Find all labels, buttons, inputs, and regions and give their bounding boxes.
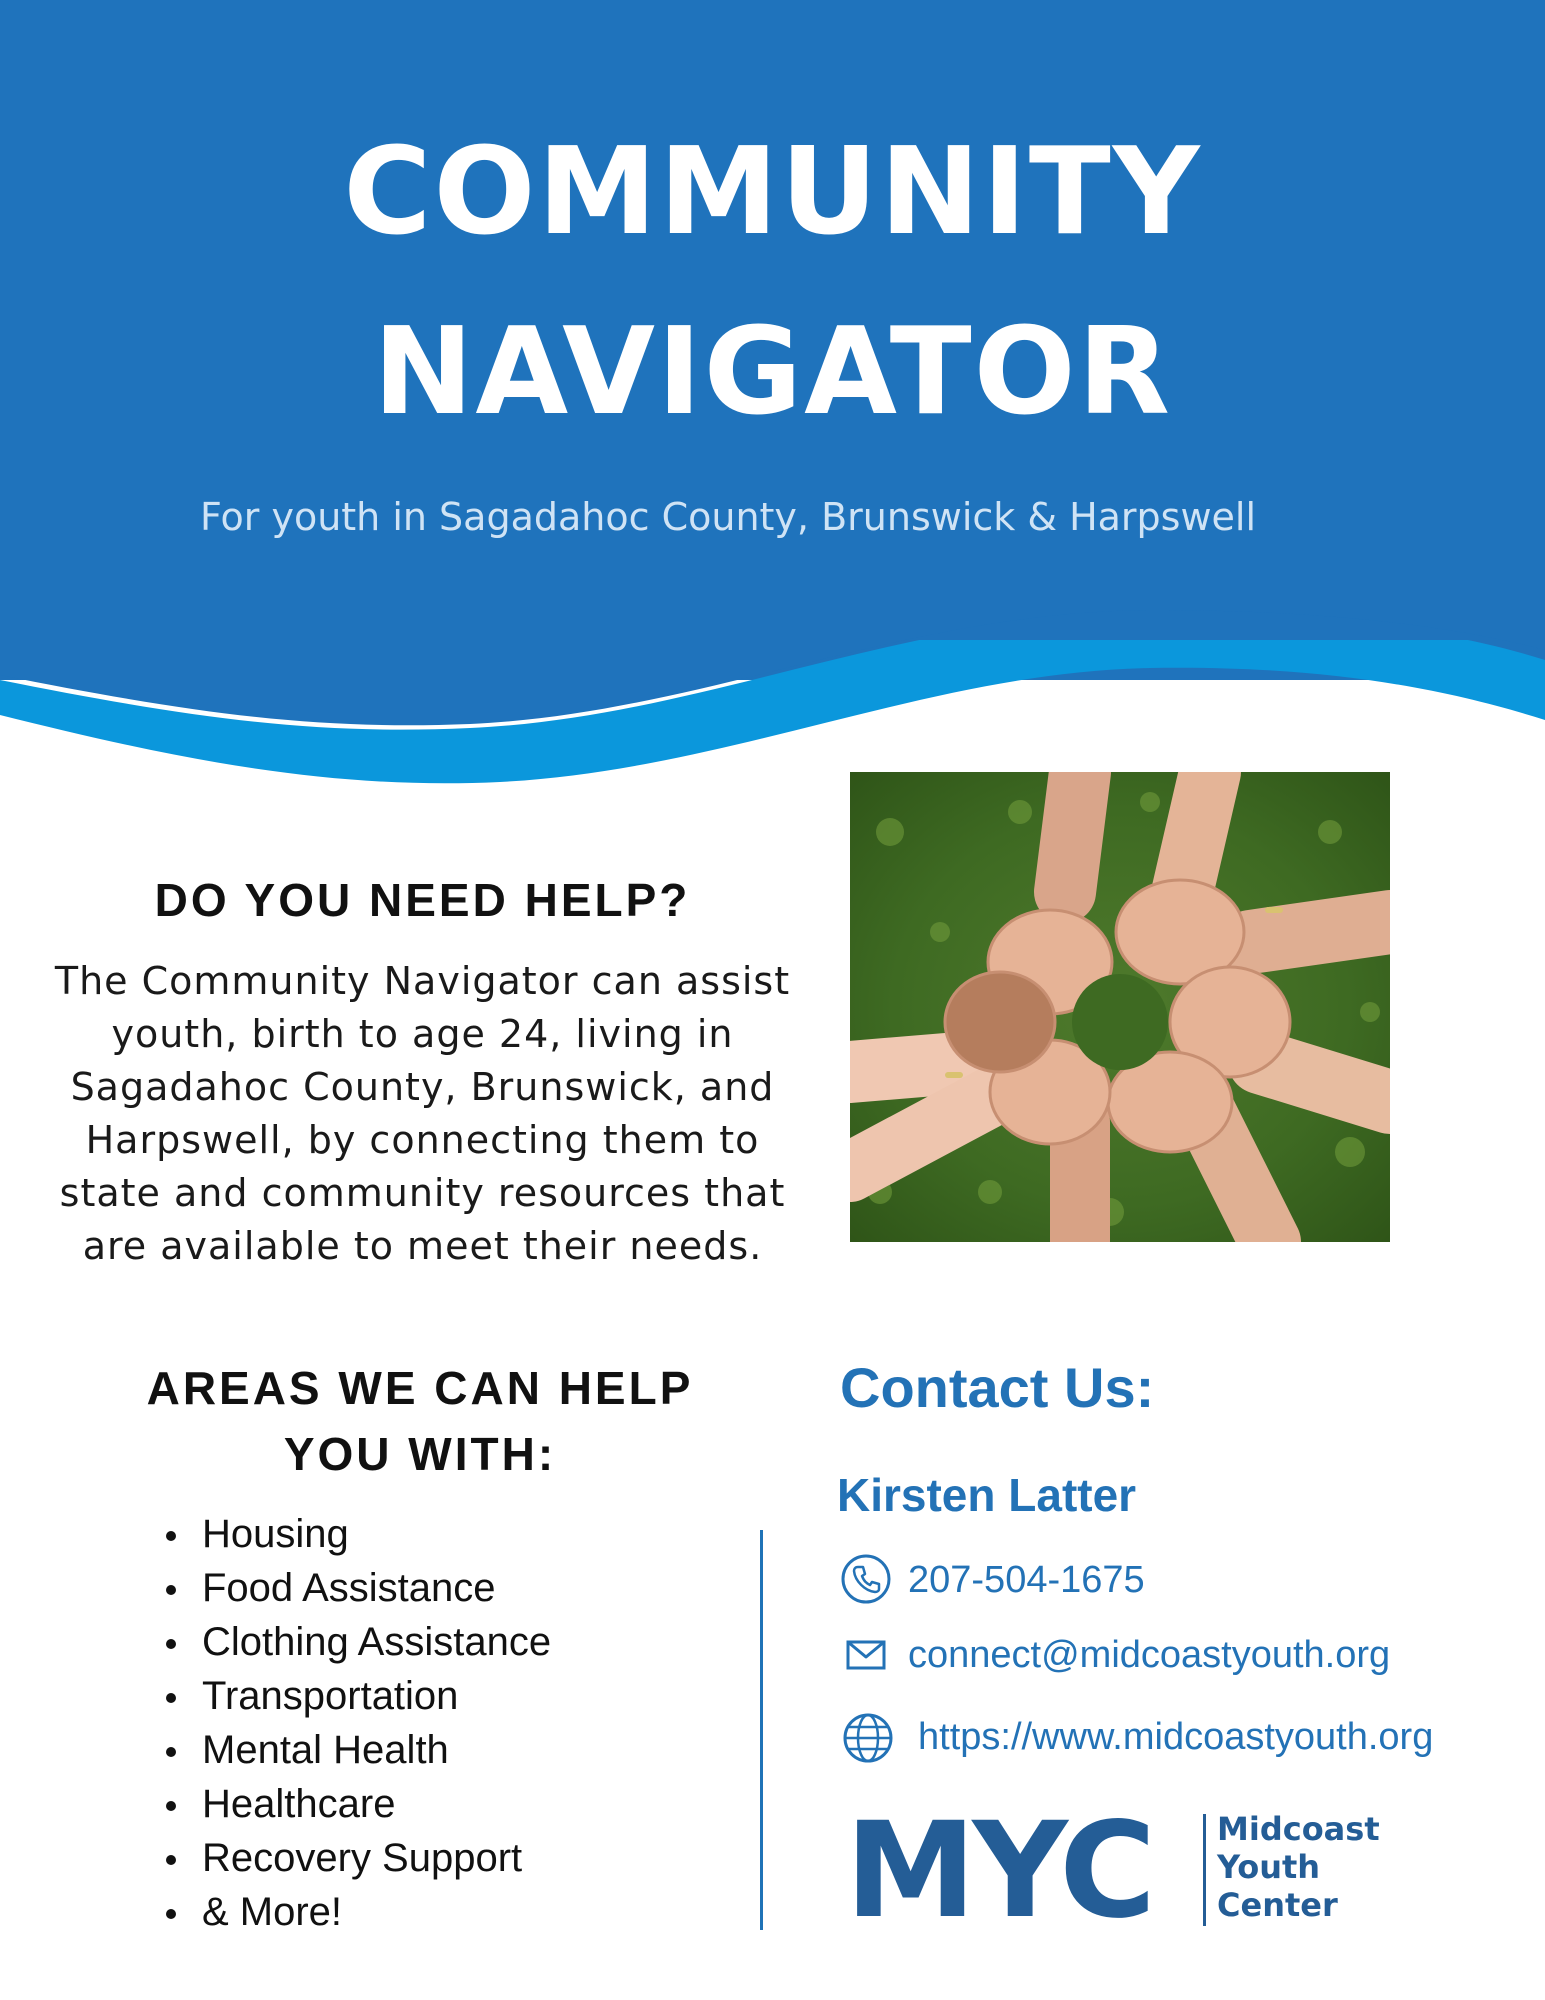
list-item: Mental Health [160,1723,551,1777]
areas-list [160,1507,551,1939]
page-title-line-1: COMMUNITY [343,123,1202,262]
hands-circle-illustration [850,772,1390,1242]
logo-letters: MYC [845,1794,1153,1948]
phone-icon [840,1553,892,1605]
logo-divider [1203,1814,1206,1926]
logo-line-2: Youth [1217,1848,1321,1886]
list-item: Food Assistance [160,1561,551,1615]
page-title-line-2: NAVIGATOR [373,303,1172,442]
contact-heading: Contact Us: [840,1356,1155,1419]
subtitle: For youth in Sagadahoc County, Brunswick & Harpswell [200,495,1257,539]
globe-icon [840,1710,896,1766]
email-link[interactable]: connect@midcoastyouth.org [908,1634,1391,1676]
logo-line-1: Midcoast [1217,1810,1380,1848]
help-description: The Community Navigator can assist youth, birth to age 24, living in Sagadahoc County, Brunswick, and Harpswell, by connecting them to state and community resources that are available to meet their needs. [54,959,791,1268]
list-item: Transportation [160,1669,551,1723]
list-item: Clothing Assistance [160,1615,551,1669]
hands-photo [850,772,1390,1242]
list-item: Healthcare [160,1777,551,1831]
logo-wordmark [1217,1810,1380,1924]
contact-name: Kirsten Latter [837,1469,1137,1521]
website-link[interactable]: https://www.midcoastyouth.org [918,1716,1434,1758]
myc-logo [845,1794,1405,1948]
logo-line-3: Center [1217,1886,1338,1924]
vertical-divider [760,1530,763,1930]
phone-number[interactable]: 207-504-1675 [908,1559,1145,1601]
list-item: & More! [160,1885,551,1939]
list-item: Recovery Support [160,1831,551,1885]
help-heading: DO YOU NEED HELP? [154,874,691,926]
envelope-icon [840,1628,892,1680]
list-item: Housing [160,1507,551,1561]
areas-heading: AREAS WE CAN HELP YOU WITH: [146,1362,694,1480]
